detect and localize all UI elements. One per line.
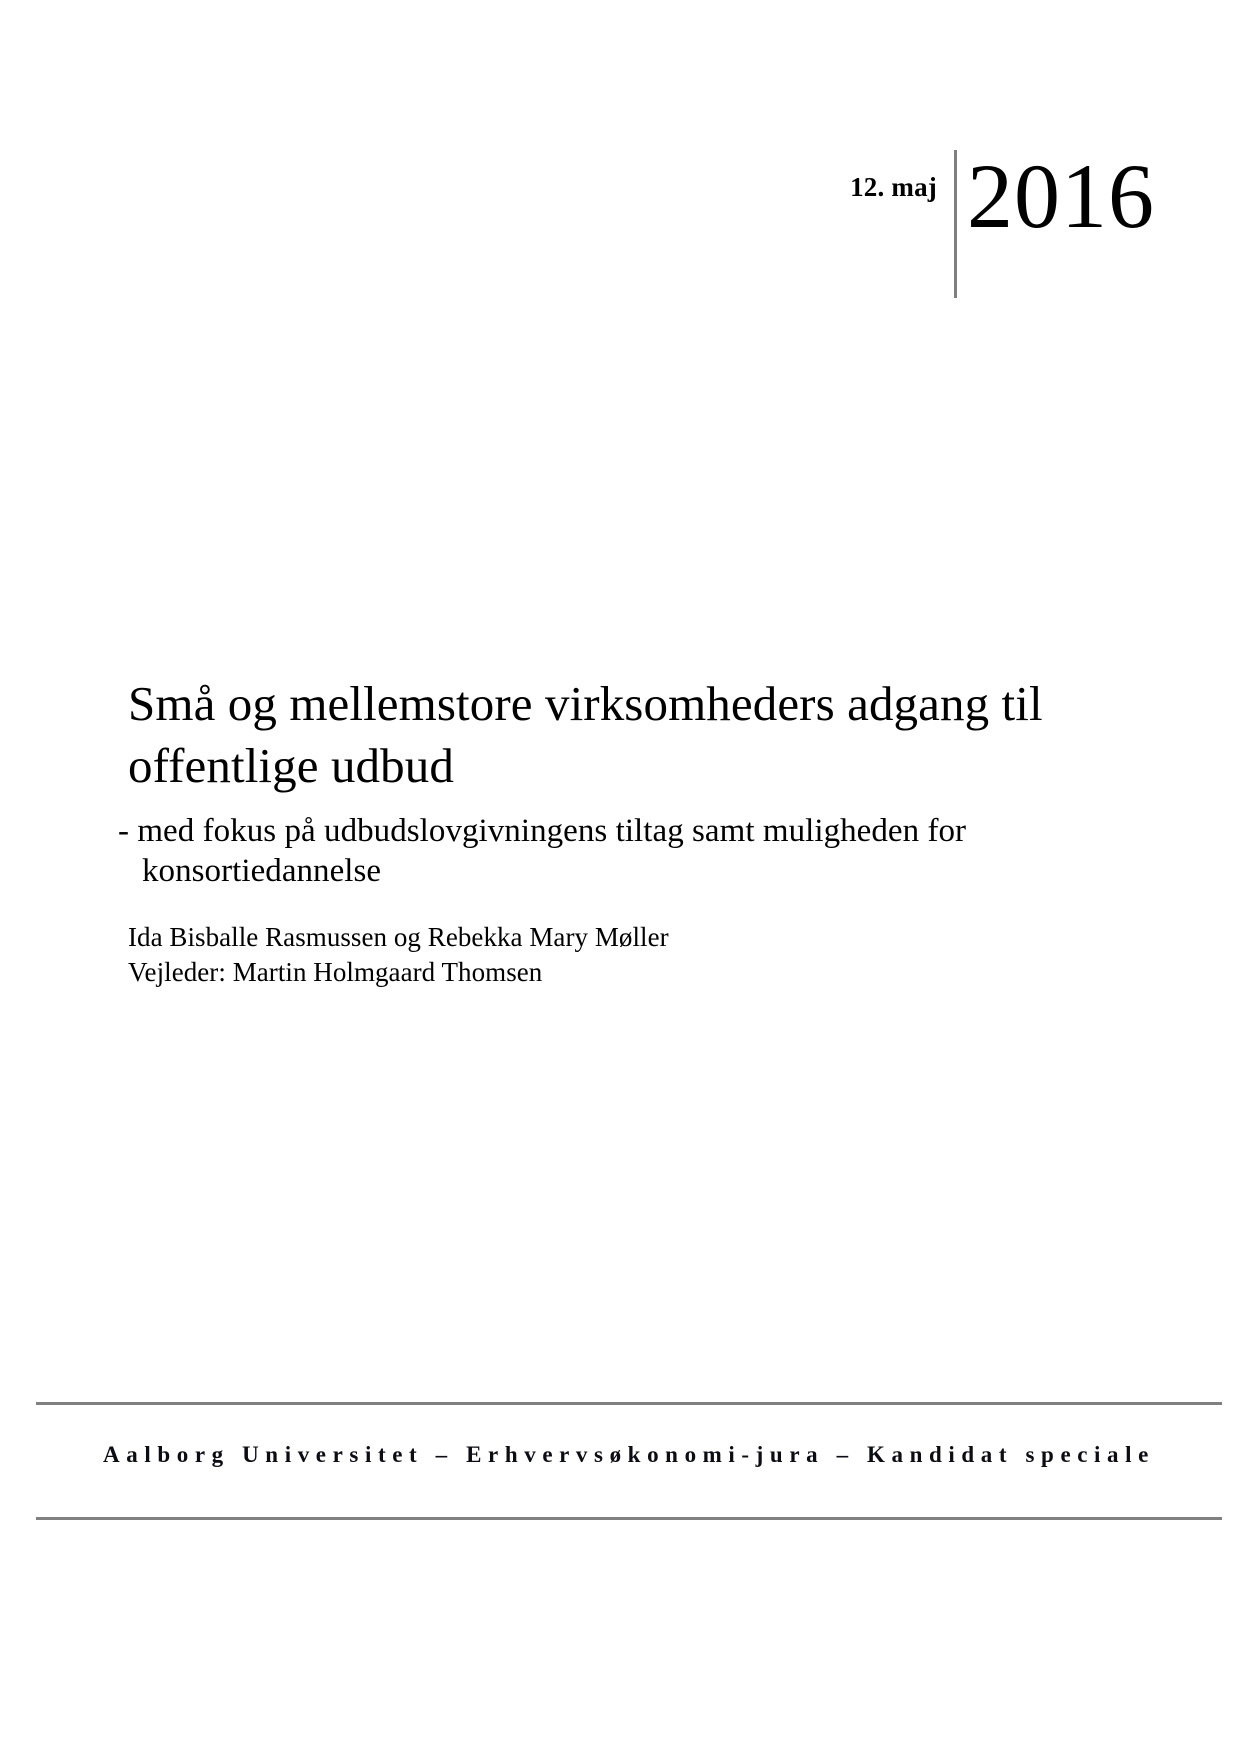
authors-block bbox=[128, 920, 1128, 990]
date-day-label: 12. maj bbox=[850, 172, 937, 202]
footer-divider-bottom bbox=[36, 1517, 1222, 1520]
title-block bbox=[118, 673, 1128, 891]
footer-divider-top bbox=[36, 1402, 1222, 1405]
document-subtitle: - med fokus på udbudslovgivningens tiltag samt muligheden for konsortiedannelse bbox=[118, 813, 967, 889]
document-title-line-1: Små og mellemstore virksomheders adgang til bbox=[128, 676, 1043, 731]
date-header bbox=[0, 145, 1155, 298]
footer-institution-label: Aalborg Universitet – Erhvervsøkonomi-jura – Kandidat speciale bbox=[103, 1442, 1155, 1467]
document-title-line-2: offentlige udbud bbox=[128, 738, 454, 793]
supervisor-name: Vejleder: Martin Holmgaard Thomsen bbox=[128, 957, 543, 987]
date-year-label: 2016 bbox=[967, 145, 1155, 247]
author-names: Ida Bisballe Rasmussen og Rebekka Mary Møller bbox=[128, 922, 669, 952]
